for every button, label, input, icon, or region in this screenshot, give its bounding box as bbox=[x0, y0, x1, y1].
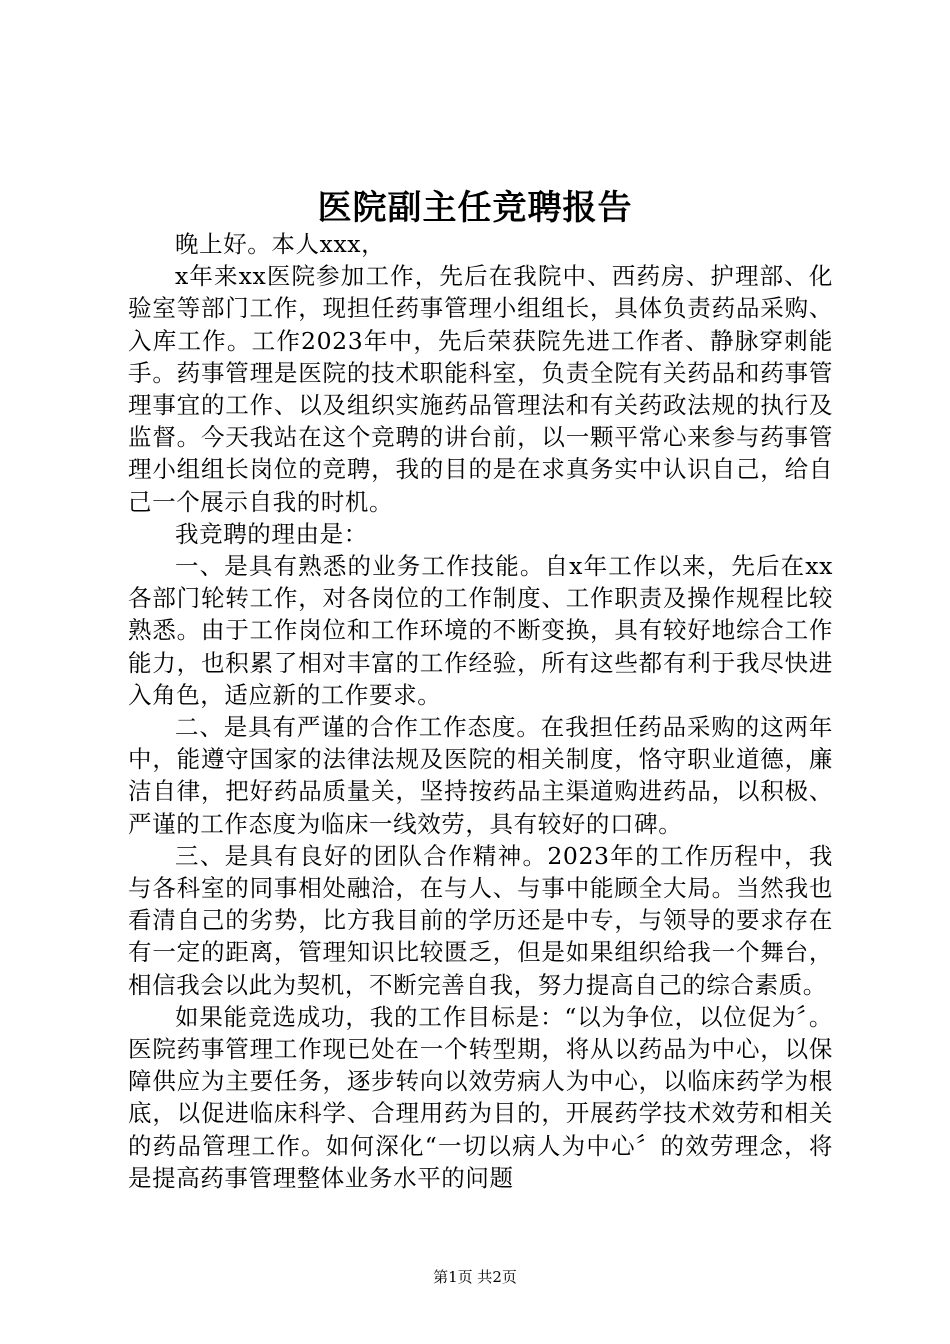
paragraph-reason-three: 三、是具有良好的团队合作精神。2023年的工作历程中，我与各科室的同事相处融洽，在与人、与事中能顾全大局。当然我也看清自己的劣势，比方我目前的学历还是中专，与领导的要求存在有一定的距离，管理知识比较匮乏，但是如果组织给我一个舞台，相信我会以此为契机，不断完善自我，努力提高自己的综合素质。 bbox=[128, 841, 833, 999]
paragraph-greeting: 晚上好。本人xxx， bbox=[175, 230, 386, 258]
page-number-footer: 第1页 共2页 bbox=[433, 1268, 517, 1286]
paragraph-introduction: x年来xx医院参加工作，先后在我院中、西药房、护理部、化验室等部门工作，现担任药事管理小组组长，具体负责药品采购、入库工作。工作2023年中，先后荣获院先进工作者、静脉穿刺能手。药事管理是医院的技术职能科室，负责全院有关药品和药事管理事宜的工作、以及组织实施药品管理法和有关药政法规的执行及监督。今天我站在这个竞聘的讲台前，以一颗平常心来参与药事管理小组组长岗位的竞聘，我的目的是在求真务实中认识自己，给自己一个展示自我的时机。 bbox=[128, 262, 833, 516]
paragraph-goals: 如果能竞选成功，我的工作目标是：“以为争位，以位促为〞。医院药事管理工作现已处在一个转型期，将从以药品为中心，以保障供应为主要任务，逐步转向以效劳病人为中心，以临床药学为根底，以促进临床科学、合理用药为目的，开展药学技术效劳和相关的药品管理工作。如何深化“一切以病人为中心〞的效劳理念，将是提高药事管理整体业务水平的问题 bbox=[128, 1002, 833, 1192]
document-body bbox=[128, 228, 833, 1194]
document-title: 医院副主任竞聘报告 bbox=[317, 188, 633, 228]
paragraph-reasons-heading: 我竞聘的理由是： bbox=[175, 519, 368, 548]
paragraph-reason-two: 二、是具有严谨的合作工作态度。在我担任药品采购的这两年中，能遵守国家的法律法规及医院的相关制度，恪守职业道德，廉洁自律，把好药品质量关，坚持按药品主渠道购进药品，以积极、严谨的工作态度为临床一线效劳，具有较好的口碑。 bbox=[128, 713, 833, 838]
paragraph-reason-one: 一、是具有熟悉的业务工作技能。自x年工作以来，先后在xx各部门轮转工作，对各岗位的工作制度、工作职责及操作规程比较熟悉。由于工作岗位和工作环境的不断变换，具有较好地综合工作能力，也积累了相对丰富的工作经验，所有这些都有利于我尽快进入角色，适应新的工作要求。 bbox=[128, 552, 833, 709]
